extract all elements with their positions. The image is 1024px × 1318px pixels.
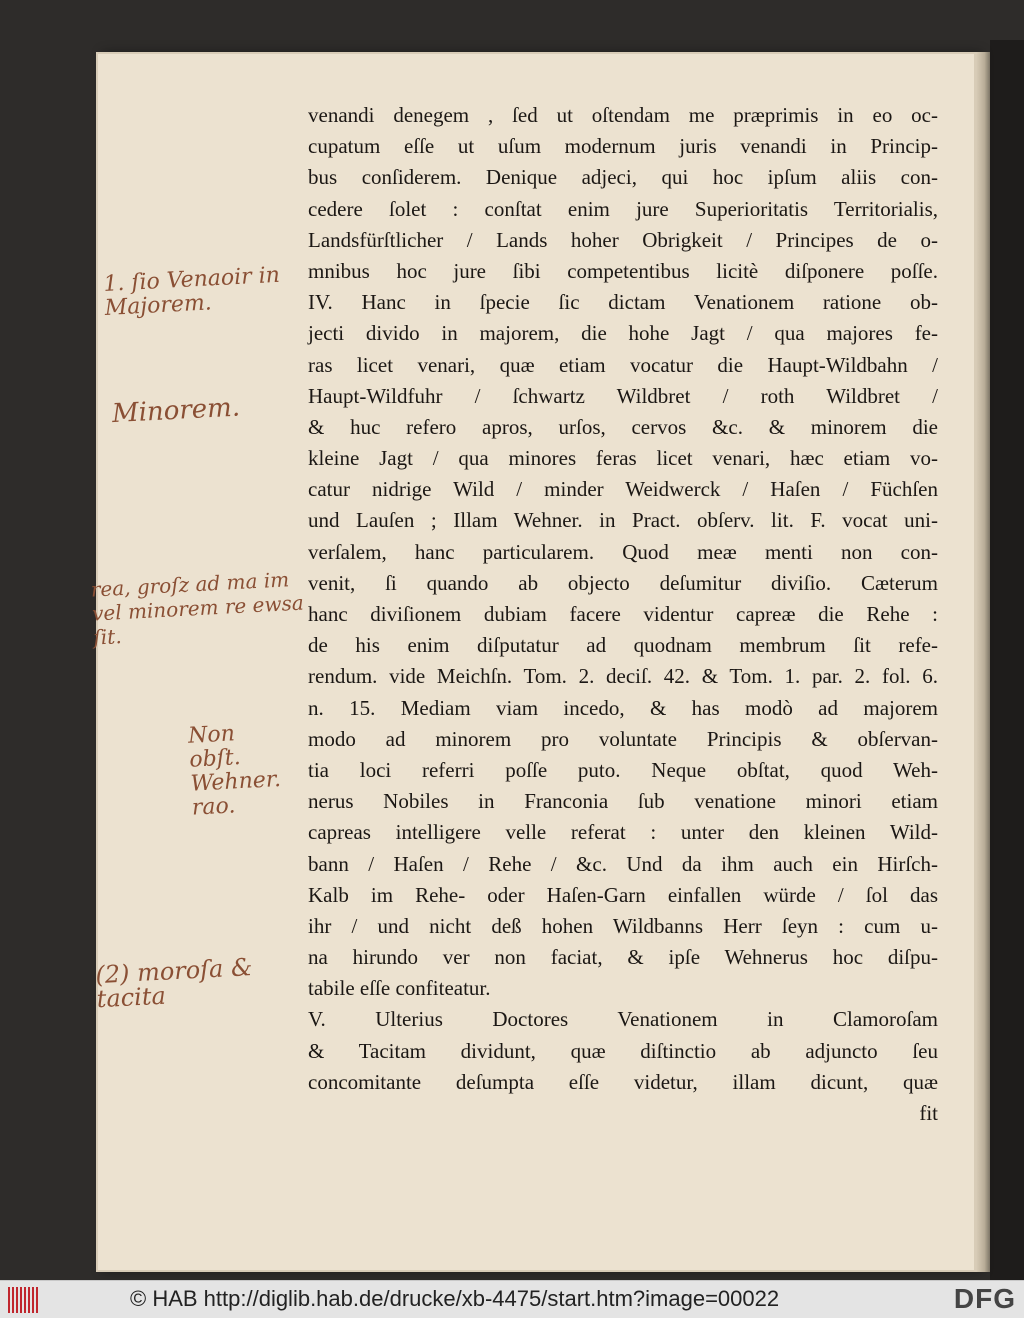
text-line: hanc diviſionem dubiam facere videntur capreæ die Rehe : bbox=[308, 602, 938, 626]
text-line: tia loci referri poſſe puto. Neque obſtat, quod Weh- bbox=[308, 757, 938, 782]
text-line: jecti divido in majorem, die hohe Jagt / qua majores fe- bbox=[308, 321, 938, 346]
text-line: cupatum eſſe ut uſum modernum juris venandi in Princip- bbox=[308, 134, 938, 159]
dfg-logo: DFG bbox=[953, 1283, 1016, 1314]
book-edge-dark bbox=[990, 40, 1024, 1280]
text-line: de his enim diſputatur ad quodnam membrum ſit refe- bbox=[308, 633, 938, 658]
text-line: n. 15. Mediam viam incedo, & has modò ad majorem bbox=[308, 695, 938, 720]
text-line: bann / Haſen / Rehe / &c. Und da ihm auch ein Hirſch- bbox=[308, 851, 938, 876]
text-line: bus conſiderem. Denique adjeci, qui hoc ipſum aliis con- bbox=[308, 165, 938, 190]
text-line: ihr / und nicht deß hohen Wildbanns Herr ſeyn : cum u- bbox=[308, 913, 938, 938]
text-line: tabile eſſe confiteatur. bbox=[308, 976, 491, 1001]
margin-note: Minorem. bbox=[111, 392, 241, 430]
page-text-block bbox=[308, 100, 938, 1129]
text-line: kleine Jagt / qua minores feras licet venari, hæc etiam vo- bbox=[308, 446, 938, 471]
text-line: na hirundo ver non faciat, & ipſe Wehnerus hoc diſpu- bbox=[308, 945, 938, 970]
text-line: modo ad minorem pro voluntate Principis & obſervan- bbox=[308, 726, 938, 751]
text-line: und Lauſen ; Illam Wehner. in Pract. obſerv. lit. F. vocat uni- bbox=[308, 508, 938, 533]
viewer-footer bbox=[0, 1280, 1024, 1318]
text-line: catur nidrige Wild / minder Weidwerck / Haſen / Füchſen bbox=[308, 477, 938, 502]
text-line: Landsfürſtlicher / Lands hoher Obrigkeit / Principes de o- bbox=[308, 227, 938, 252]
text-line: concomitante deſumpta eſſe videtur, illam dicunt, quæ bbox=[308, 1069, 938, 1094]
text-line: rendum. vide Meichſn. Tom. 2. deciſ. 42. & Tom. 1. par. 2. fol. 6. bbox=[308, 664, 938, 689]
text-line: cedere ſolet : conſtat enim jure Superioritatis Territorialis, bbox=[308, 196, 938, 221]
text-line: ras licet venari, quæ etiam vocatur die Haupt-Wildbahn / bbox=[308, 352, 938, 377]
text-line: venandi denegem , ſed ut oſtendam me præprimis in eo oc- bbox=[308, 103, 938, 127]
text-line: & huc refero apros, urſos, cervos &c. & minorem die bbox=[308, 414, 938, 439]
catchword: fit bbox=[919, 1101, 938, 1125]
margin-note: rea, groſz ad ma im vel minorem re ewsa ſit. bbox=[90, 567, 305, 650]
margin-note: (2) moroſa & tacita bbox=[94, 953, 253, 1014]
margin-note: Non obſt. Wehner. rao. bbox=[187, 721, 282, 821]
text-line: IV. Hanc in ſpecie ſic dictam Venationem ratione ob- bbox=[308, 290, 938, 315]
book-spine bbox=[976, 52, 990, 1272]
text-line: Kalb im Rehe- oder Haſen-Garn einfallen würde / ſol das bbox=[308, 882, 938, 907]
barcode-icon bbox=[8, 1287, 42, 1313]
text-line: V. Ulterius Doctores Venationem in Clamoroſam bbox=[308, 1007, 938, 1032]
text-line: verſalem, hanc particularem. Quod meæ menti non con- bbox=[308, 539, 938, 564]
text-line: Haupt-Wildfuhr / ſchwartz Wildbret / roth Wildbret / bbox=[308, 383, 938, 408]
text-line: & Tacitam dividunt, quæ diſtinctio ab adjuncto ſeu bbox=[308, 1038, 938, 1063]
text-line: mnibus hoc jure ſibi competentibus licitè diſponere poſſe. bbox=[308, 258, 938, 283]
text-line: nerus Nobiles in Franconia ſub venatione minori etiam bbox=[308, 789, 938, 814]
source-url-link[interactable]: © HAB http://diglib.hab.de/drucke/xb-4475/start.htm?image=00022 bbox=[130, 1286, 780, 1311]
text-line: capreas intelligere velle referat : unter den kleinen Wild- bbox=[308, 820, 938, 845]
margin-note: 1. ſio Venaoir in Majorem. bbox=[102, 262, 281, 321]
text-line: venit, ſi quando ab objecto deſumitur diviſio. Cæterum bbox=[308, 570, 938, 595]
